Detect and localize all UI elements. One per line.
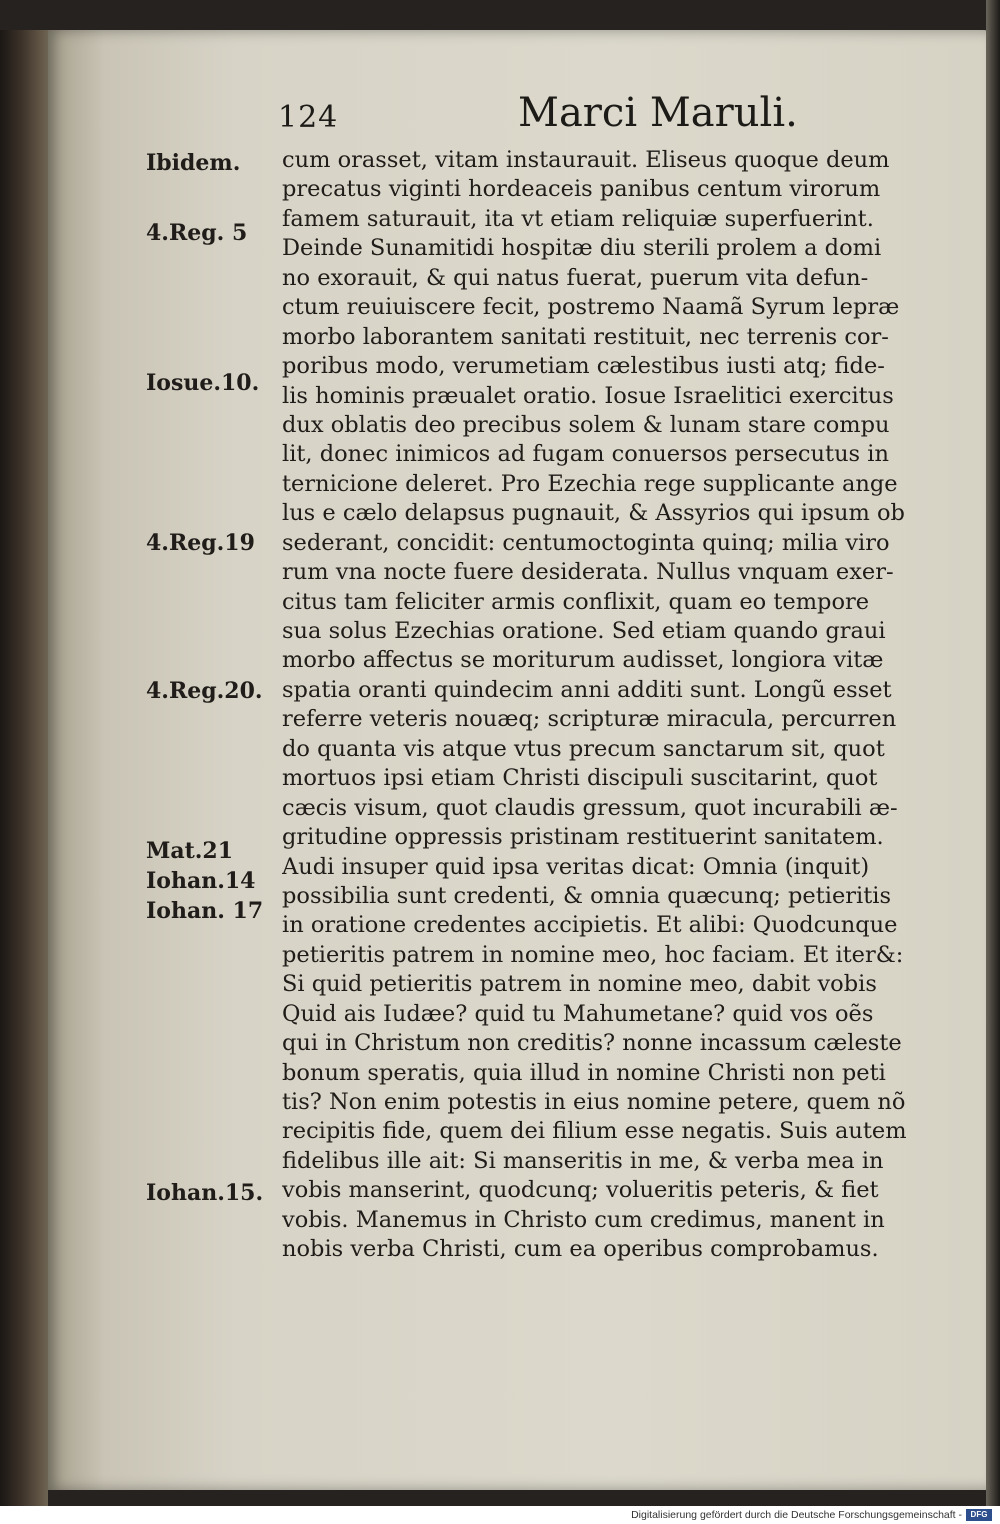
book-spine (0, 30, 48, 1506)
page-number: 124 (278, 100, 339, 135)
margin-note: 4.Reg.20. (146, 678, 263, 704)
margin-note: 4.Reg.19 (146, 530, 255, 556)
text-line: Audi insuper quid ipsa veritas dicat: Omnia (inquit) (282, 853, 870, 880)
text-line: possibilia sunt credenti, & omnia quæcunq; petieritis (282, 882, 892, 909)
margin-note: Mat.21 (146, 838, 234, 864)
text-line: bonum speratis, quia illud in nomine Christi non peti (282, 1059, 886, 1086)
text-line: petieritis patrem in nomine meo, hoc faciam. Et iter&: (282, 941, 904, 968)
text-line: morbo affectus se moriturum audisset, longiora vitæ (282, 647, 884, 674)
text-line: citus tam feliciter armis conflixit, quam eo tempore (282, 588, 870, 615)
page-edge (986, 0, 1000, 1506)
dfg-logo: DFG (966, 1509, 992, 1521)
text-line: Deinde Sunamitidi hospitæ diu sterili prolem a domi (282, 235, 882, 262)
footer-credit: Digitalisierung gefördert durch die Deutsche Forschungsgemeinschaft - (631, 1509, 962, 1521)
text-line: morbo laborantem sanitati restituit, nec terrenis cor- (282, 323, 889, 350)
text-line: lis hominis præualet oratio. Iosue Israelitici exercitus (282, 382, 894, 409)
text-line: lus e cælo delapsus pugnauit, & Assyrios qui ipsum ob (282, 500, 905, 527)
text-line: nobis verba Christi, cum ea operibus comprobamus. (282, 1236, 879, 1263)
text-line: lit, donec inimicos ad fugam conuersos persecutus in (282, 441, 889, 468)
text-line: vobis manserint, quodcunq; volueritis peteris, & fiet (282, 1177, 879, 1204)
text-line: cæcis visum, quot claudis gressum, quot incurabili æ- (282, 794, 898, 821)
text-line: ternicione deleret. Pro Ezechia rege supplicante ange (282, 470, 898, 497)
text-line: do quanta vis atque vtus precum sanctarum sit, quot (282, 735, 885, 762)
margin-note: Ibidem. (146, 150, 241, 176)
body-text (282, 146, 922, 1265)
margin-note: Iosue.10. (146, 370, 260, 396)
text-line: tis? Non enim potestis in eius nomine petere, quem nõ (282, 1089, 906, 1115)
text-line: in oratione credentes accipietis. Et alibi: Quodcunque (282, 912, 898, 939)
text-line: ctum reuiuiscere fecit, postremo Naamã Syrum lepræ (282, 294, 900, 321)
footer-bar (0, 1506, 1000, 1524)
text-line: sua solus Ezechias oratione. Sed etiam quando graui (282, 618, 886, 644)
text-line: qui in Christum non creditis? nonne incassum cæleste (282, 1030, 902, 1057)
text-line: famem saturauit, ita vt etiam reliquiæ superfuerint. (282, 205, 874, 232)
text-line: sederant, concidit: centumoctoginta quinq; milia viro (282, 529, 890, 556)
text-line: no exorauit, & qui natus fuerat, puerum vita defun- (282, 264, 869, 291)
running-title: Marci Maruli. (518, 90, 798, 136)
text-line: rum vna nocte fuere desiderata. Nullus vnquam exer- (282, 559, 894, 586)
text-line: dux oblatis deo precibus solem & lunam stare compu (282, 411, 890, 438)
text-line: precatus viginti hordeaceis panibus centum virorum (282, 176, 881, 203)
margin-note: 4.Reg. 5 (146, 220, 248, 246)
text-line: poribus modo, verumetiam cælestibus iusti atq; fide- (282, 353, 885, 380)
text-line: fidelibus ille ait: Si manseritis in me, & verba mea in (282, 1147, 884, 1174)
margin-note: Iohan.14 (146, 868, 256, 894)
text-line: Si quid petieritis patrem in nomine meo, dabit vobis (282, 971, 877, 998)
text-line: Quid ais Iudæe? quid tu Mahumetane? quid vos oẽs (282, 1000, 874, 1027)
margin-note: Iohan. 17 (146, 898, 264, 924)
text-line: spatia oranti quindecim anni additi sunt. Longũ esset (282, 676, 892, 703)
text-line: vobis. Manemus in Christo cum credimus, manent in (282, 1206, 885, 1233)
text-line: cum orasset, vitam instaurauit. Eliseus quoque deum (282, 147, 890, 173)
margin-note: Iohan.15. (146, 1180, 264, 1206)
text-line: referre veteris nouæq; scripturæ miracula, percurren (282, 706, 897, 733)
text-line: recipitis fide, quem dei filium esse negatis. Suis autem (282, 1118, 907, 1145)
text-line: mortuos ipsi etiam Christi discipuli suscitarint, quot (282, 765, 878, 792)
text-line: gritudine oppressis pristinam restituerint sanitatem. (282, 824, 884, 851)
